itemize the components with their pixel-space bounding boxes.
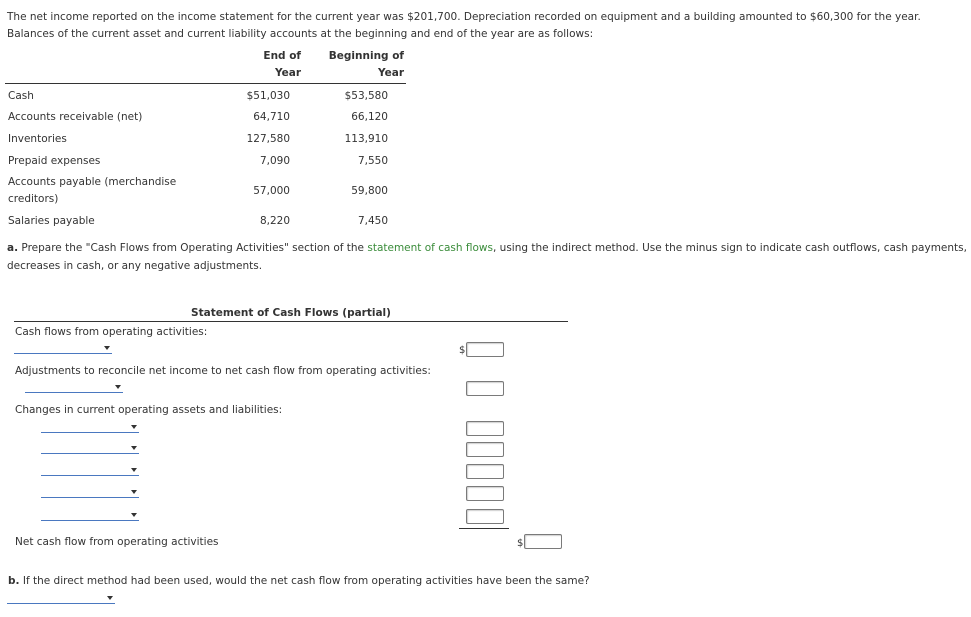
row-begin-salaries-payable: 7,450 xyxy=(357,215,388,227)
question-b-text: If the direct method had been used, would the net cash flow from operating activities have been the same? xyxy=(19,575,590,587)
question-a-text-after: , using the indirect method. Use the minus sign to indicate cash outflows, cash payments, decreases in cash, or any negative adjustments. xyxy=(7,242,967,272)
header-begin-line2: Year xyxy=(377,67,404,79)
statement-title-rule xyxy=(14,321,568,322)
chevron-down-icon xyxy=(131,425,137,429)
question-b-prefix: b. xyxy=(8,575,20,587)
row-label-accounts-payable: Accounts payable (merchandise xyxy=(8,176,177,188)
header-end-line2: Year xyxy=(274,67,301,79)
change-dropdown-2[interactable] xyxy=(41,444,139,454)
change-dropdown-4[interactable] xyxy=(41,488,139,498)
chevron-down-icon xyxy=(131,513,137,517)
chevron-down-icon xyxy=(131,490,137,494)
row-begin-accounts-receivable: 66,120 xyxy=(351,111,388,123)
adjustment-amount-input[interactable] xyxy=(466,381,504,396)
row-begin-inventories: 113,910 xyxy=(344,133,388,145)
changes-label: Changes in current operating assets and liabilities: xyxy=(15,404,283,416)
row-end-accounts-receivable: 64,710 xyxy=(253,111,290,123)
row-label-accounts-receivable: Accounts receivable (net) xyxy=(8,111,143,123)
question-a xyxy=(7,240,967,275)
row-begin-prepaid-expenses: 7,550 xyxy=(357,155,388,167)
chevron-down-icon xyxy=(107,596,113,600)
change-amount-input-5[interactable] xyxy=(466,509,504,524)
statement-title: Statement of Cash Flows (partial) xyxy=(191,307,391,319)
net-cash-flow-amount-input[interactable] xyxy=(524,534,562,549)
chevron-down-icon xyxy=(131,468,137,472)
change-amount-input-4[interactable] xyxy=(466,486,504,501)
row-label-prepaid-expenses: Prepaid expenses xyxy=(8,155,101,167)
row-end-cash: $51,030 xyxy=(246,90,290,102)
header-end-line1: End of xyxy=(263,50,301,62)
header-beginning-of-year xyxy=(320,48,404,82)
row-end-inventories: 127,580 xyxy=(246,133,290,145)
operating-activities-label: Cash flows from operating activities: xyxy=(15,326,208,338)
adjustment-dropdown[interactable] xyxy=(25,383,123,393)
header-begin-line1: Beginning of xyxy=(328,50,404,62)
change-dropdown-3[interactable] xyxy=(41,466,139,476)
change-amount-input-2[interactable] xyxy=(466,442,504,457)
problem-intro: The net income reported on the income statement for the current year was $201,700. Depreciation recorded on equipment and a building amounted to $60,300 for the year. Balances of the current asset and current liability accounts at the beginning and end of the year are as follows: xyxy=(7,11,921,40)
dollar-sign-net-income: $ xyxy=(459,345,466,356)
change-amount-input-3[interactable] xyxy=(466,464,504,479)
net-income-dropdown[interactable] xyxy=(14,344,112,354)
question-a-prefix: a. xyxy=(7,242,19,254)
change-dropdown-5[interactable] xyxy=(41,511,139,521)
row-end-salaries-payable: 8,220 xyxy=(259,215,290,227)
row-begin-cash: $53,580 xyxy=(344,90,388,102)
statement-of-cash-flows-link[interactable]: statement of cash flows xyxy=(367,242,493,254)
change-amount-input-1[interactable] xyxy=(466,421,504,436)
direct-method-answer-dropdown[interactable] xyxy=(7,594,115,604)
row-label-salaries-payable: Salaries payable xyxy=(8,215,95,227)
row-label-cash: Cash xyxy=(8,90,34,102)
row-end-accounts-payable: 57,000 xyxy=(253,185,290,197)
change-dropdown-1[interactable] xyxy=(41,423,139,433)
row-begin-accounts-payable: 59,800 xyxy=(351,185,388,197)
header-end-of-year xyxy=(250,48,301,82)
table-header-rule xyxy=(5,83,406,84)
row-label-accounts-payable-line2: creditors) xyxy=(8,193,59,205)
row-label-inventories: Inventories xyxy=(8,133,67,145)
adjustments-label: Adjustments to reconcile net income to net cash flow from operating activities: xyxy=(15,365,431,377)
chevron-down-icon xyxy=(115,385,121,389)
question-b xyxy=(8,575,590,587)
net-income-amount-input[interactable] xyxy=(466,342,504,357)
question-a-text-before: Prepare the "Cash Flows from Operating Activities" section of the xyxy=(18,242,368,254)
net-cash-flow-label: Net cash flow from operating activities xyxy=(15,536,219,548)
subtotal-rule xyxy=(459,528,509,529)
chevron-down-icon xyxy=(104,346,110,350)
dollar-sign-net-cash-flow: $ xyxy=(517,538,524,549)
row-end-prepaid-expenses: 7,090 xyxy=(259,155,290,167)
chevron-down-icon xyxy=(131,446,137,450)
